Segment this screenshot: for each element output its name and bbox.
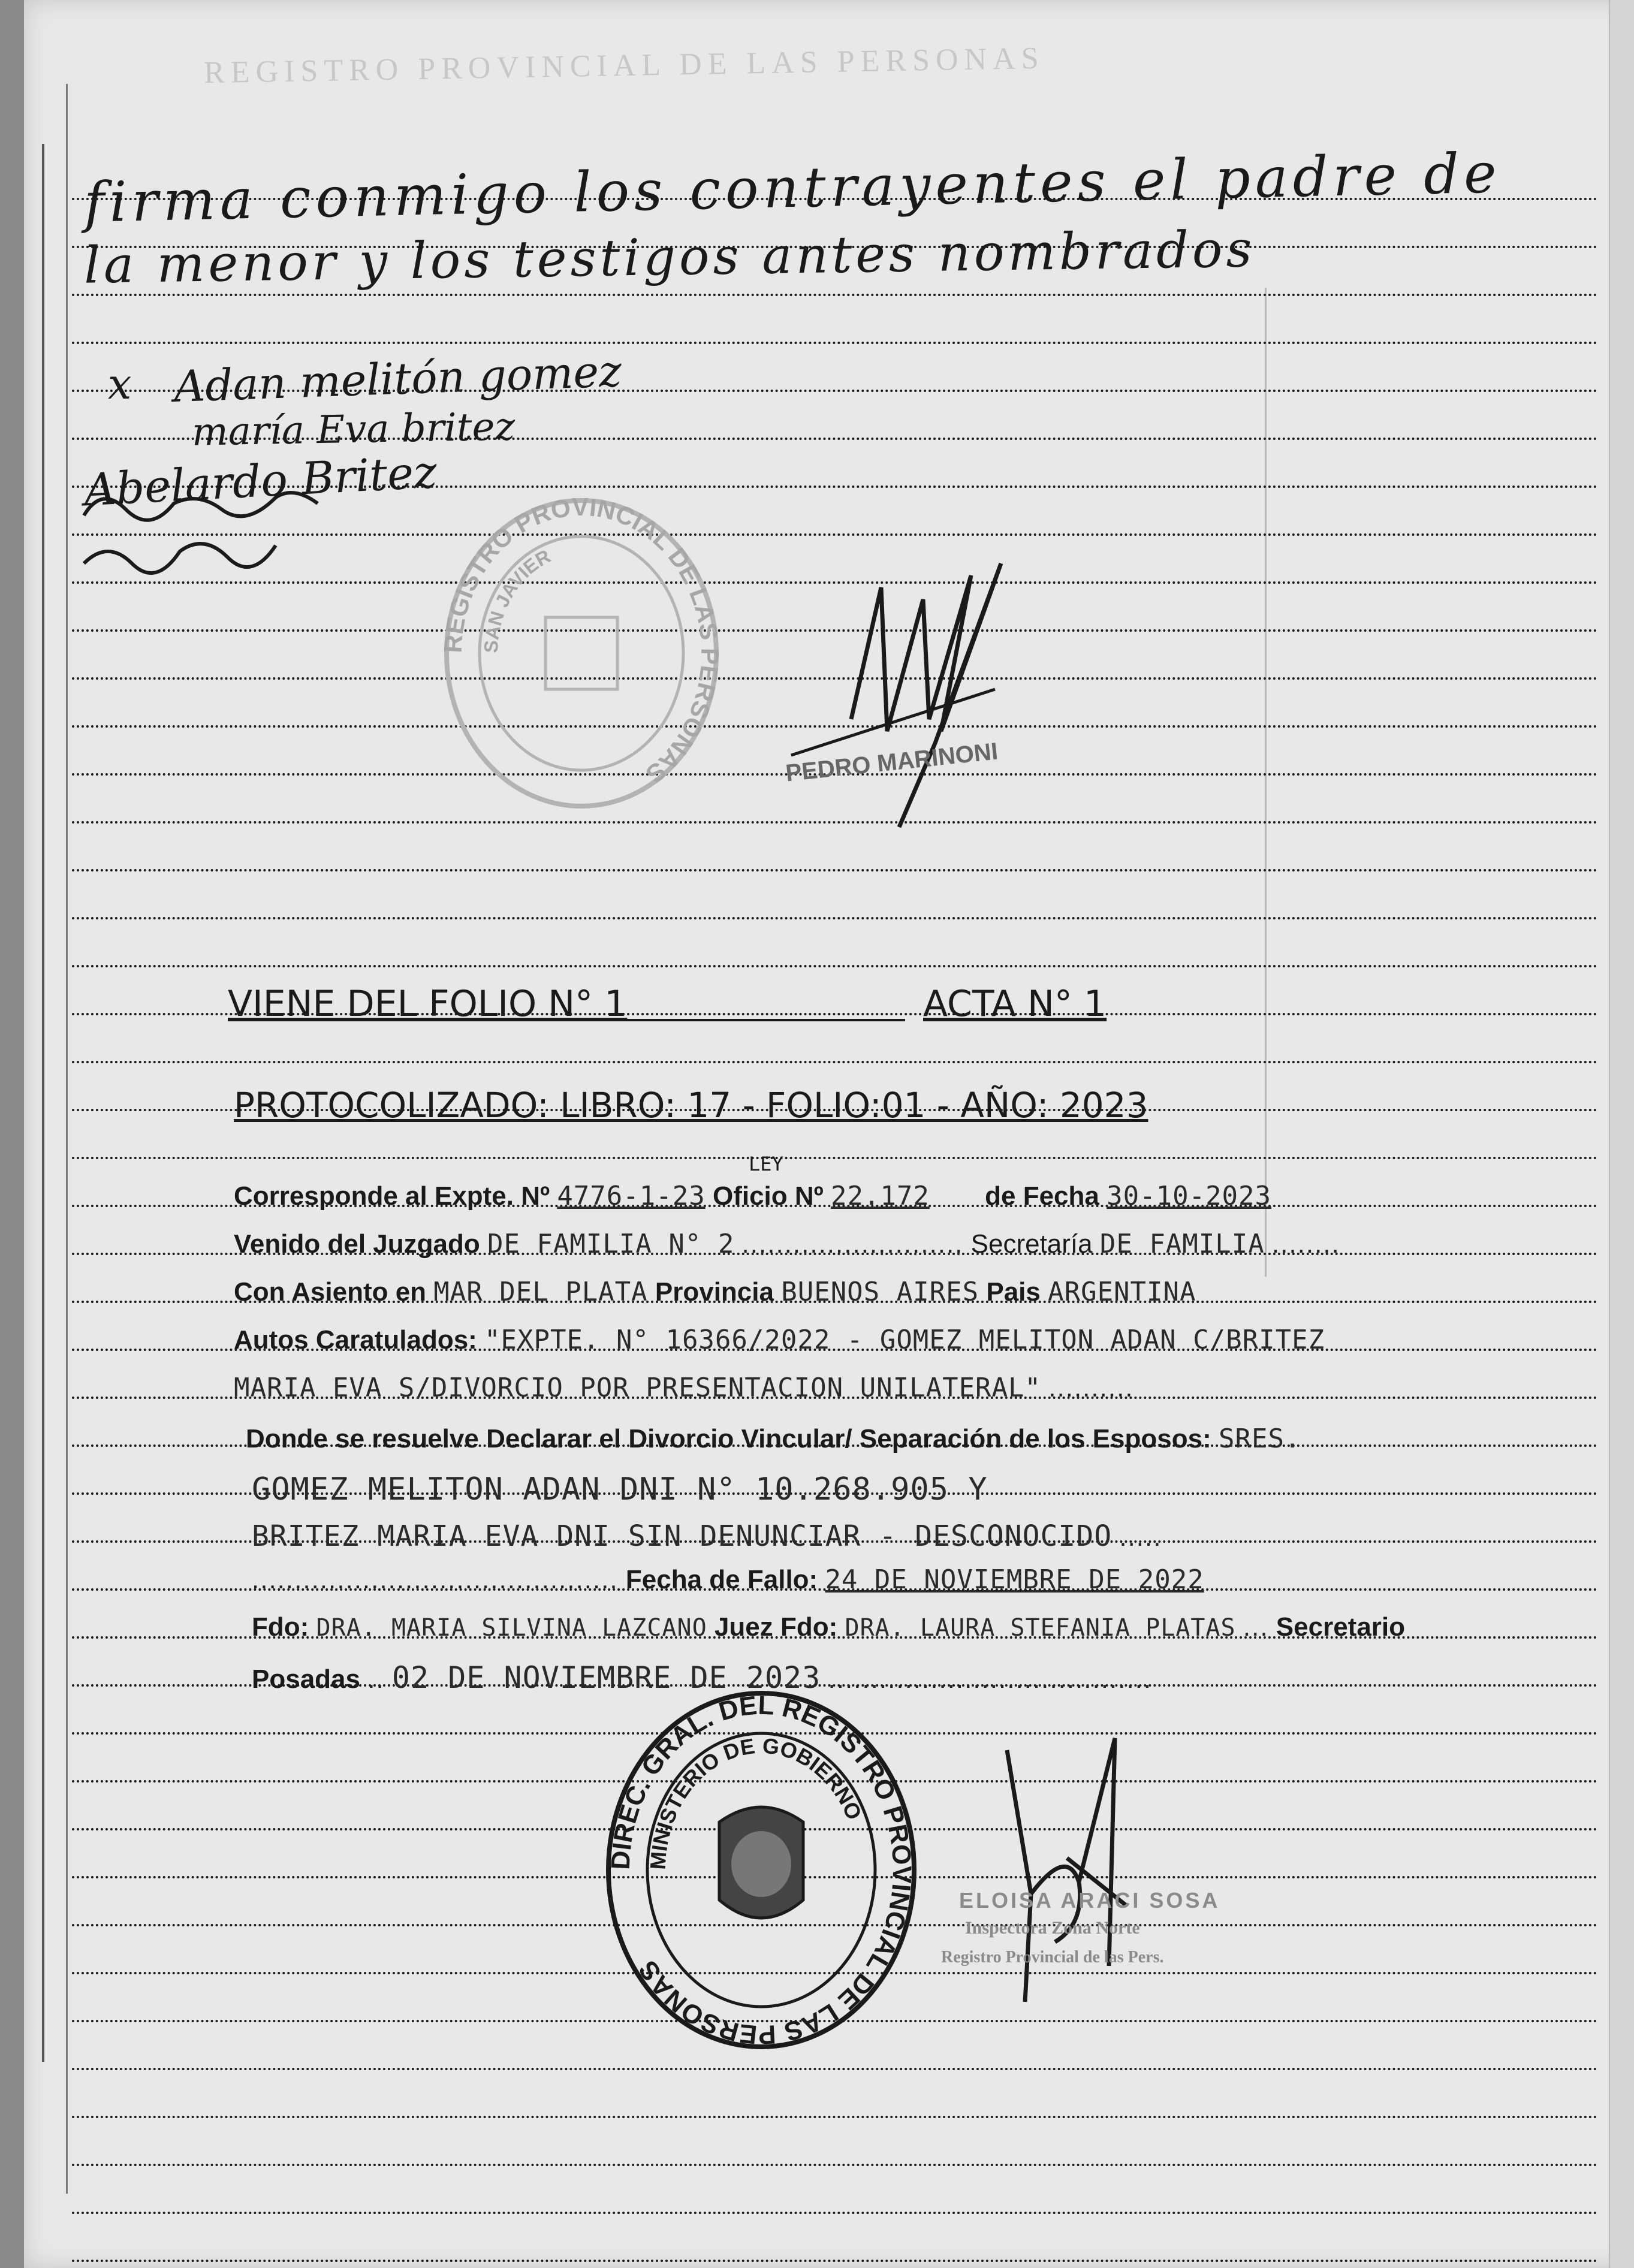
form-row-expte xyxy=(234,1153,1272,1211)
viene-del-folio xyxy=(228,983,627,1025)
label-expte: Corresponde al Expte. Nº xyxy=(234,1181,550,1211)
stamp-bottom-ring-text: DIREC. GRAL. DEL REGISTRO PROVINCIAL DE LAS PERSONAS xyxy=(605,1690,917,2050)
signature-marinoni xyxy=(743,551,1043,839)
form-row-posadas: Posadas .. 02 DE NOVIEMBRE DE 2023 ...................................... xyxy=(252,1660,1153,1695)
label-sec: Secretario xyxy=(1276,1612,1406,1642)
stamp-top-inner-text: SAN JAVIER xyxy=(480,545,554,654)
stamp-bottom-inner-text: MINISTERIO DE GOBIERNO xyxy=(645,1733,867,1871)
form-row-fallo: ........................................... Fecha de Fallo: 24 DE NOVIEMBRE DE 2022 xyxy=(252,1564,1204,1595)
ruled-line xyxy=(72,1157,1598,1159)
value-posadas: 02 DE NOVIEMBRE DE 2023 xyxy=(391,1660,821,1695)
page-fold-line xyxy=(66,84,68,2194)
label-secretaria: Secretaría xyxy=(970,1229,1093,1259)
signature-1: Adan melitón gomez xyxy=(173,345,623,412)
registry-stamp-top xyxy=(438,492,725,809)
stamp-caption-name: ELOISA ARACI SOSA xyxy=(959,1888,1220,1913)
ruled-line xyxy=(72,917,1598,919)
label-fdo-sec: Fdo: xyxy=(780,1612,838,1642)
value-asiento: MAR DEL PLATA xyxy=(433,1277,648,1307)
stamp-caption-marinoni: PEDRO MARINONI xyxy=(784,738,999,787)
label-posadas: Posadas xyxy=(252,1664,360,1694)
form-row-autos-2: MARIA EVA S/DIVORCIO POR PRESENTACION UNILATERAL" .......... xyxy=(234,1373,1134,1403)
stamp-caption-office: Registro Provincial de las Pers. xyxy=(941,1948,1164,1967)
form-row-esposo xyxy=(252,1471,988,1507)
registry-stamp-bottom xyxy=(599,1684,923,2056)
value-oficio: 22.172 xyxy=(830,1181,930,1211)
column-rule xyxy=(1265,288,1267,1277)
form-row-juzgado: Venido del Juzgado DE FAMILIA N° 2 .......................... Secretaría DE FAMILIA ........ xyxy=(234,1229,1340,1259)
superscript-ley: LEY xyxy=(748,1153,783,1175)
value-autos-2: MARIA EVA S/DIVORCIO POR PRESENTACION UNILATERAL" xyxy=(234,1373,1042,1403)
form-row-donde xyxy=(246,1423,1301,1454)
value-esposa: BRITEZ MARIA EVA DNI SIN DENUNCIAR - DESCONOCIDO xyxy=(252,1519,1113,1553)
ruled-line xyxy=(72,2260,1598,2262)
form-row-asiento xyxy=(234,1277,1196,1307)
value-expte: 4776-1-23 xyxy=(557,1181,706,1211)
signature-mark: x xyxy=(108,360,132,409)
value-juez: DRA. MARIA SILVINA LAZCANO xyxy=(316,1614,707,1642)
ruled-line xyxy=(72,1061,1598,1063)
document-page xyxy=(24,0,1634,2268)
signature-scribbles xyxy=(78,479,378,599)
label-fallo: Fecha de Fallo: xyxy=(625,1565,818,1594)
ruled-line xyxy=(72,2212,1598,2214)
label-juzgado: Venido del Juzgado xyxy=(234,1229,480,1259)
ruled-line xyxy=(72,2116,1598,2118)
signature-3: Abelardo Britez xyxy=(83,446,439,517)
ruled-line xyxy=(72,965,1598,967)
value-autos-1: "EXPTE. N° 16366/2022 - GOMEZ MELITON ADAN C/BRITEZ xyxy=(484,1325,1325,1355)
value-donde: SRES. xyxy=(1218,1423,1301,1454)
label-juez: Juez xyxy=(714,1612,773,1642)
acta-numero: ACTA N° 1 xyxy=(923,983,1107,1025)
ruled-line xyxy=(72,2164,1598,2166)
signature-2: maría Eva britez xyxy=(191,405,515,455)
viene-del-folio-line xyxy=(623,1019,905,1021)
ruled-line xyxy=(72,869,1598,871)
page-edge xyxy=(1609,0,1634,2268)
form-row-autos xyxy=(234,1325,1325,1355)
label-oficio: Oficio Nº xyxy=(712,1181,824,1211)
label-provincia: Provincia xyxy=(655,1277,774,1307)
value-provincia: BUENOS AIRES xyxy=(781,1277,979,1307)
handwritten-line-1: firma conmigo los contrayentes el padre de xyxy=(83,141,1502,235)
faint-heading: REGISTRO PROVINCIAL DE LAS PERSONAS xyxy=(203,41,1045,91)
ruled-line xyxy=(72,342,1598,344)
label-asiento: Con Asiento en xyxy=(234,1277,427,1307)
ruled-line xyxy=(72,2068,1598,2070)
value-juzgado: DE FAMILIA N° 2 xyxy=(487,1229,735,1259)
form-row-esposa: BRITEZ MARIA EVA DNI SIN DENUNCIAR - DESCONOCIDO ..... xyxy=(252,1519,1162,1553)
stamp-caption-title: Inspectora Zona Norte xyxy=(965,1918,1140,1938)
signature-sosa xyxy=(959,1714,1151,2038)
value-pais: ARGENTINA xyxy=(1048,1277,1196,1307)
value-fallo: 24 DE NOVIEMBRE DE 2022 xyxy=(825,1564,1204,1595)
viene-del-folio-text: VIENE DEL FOLIO N° 1 xyxy=(228,983,628,1025)
margin-line xyxy=(42,144,44,2062)
label-fdo-juez: Fdo: xyxy=(252,1612,309,1642)
value-esposo: GOMEZ MELITON ADAN DNI N° 10.268.905 Y xyxy=(252,1471,988,1507)
value-sec: DRA. LAURA STEFANIA PLATAS xyxy=(845,1614,1236,1642)
ruled-line xyxy=(72,294,1598,296)
label-donde: Donde se resuelve Declarar el Divorcio Vincular/ Separación de los Esposos: xyxy=(246,1424,1211,1453)
stamp-top-ring-text: REGISTRO PROVINCIAL DE LAS PERSONAS xyxy=(438,492,725,789)
label-fecha: de Fecha xyxy=(985,1181,1099,1211)
label-autos: Autos Caratulados: xyxy=(234,1325,477,1355)
form-row-fdo: Fdo: DRA. MARIA SILVINA LAZCANO Juez Fdo: DRA. LAURA STEFANIA PLATAS ... Secretario xyxy=(252,1612,1406,1642)
value-secretaria: DE FAMILIA xyxy=(1099,1229,1265,1259)
value-fecha: 30-10-2023 xyxy=(1107,1181,1272,1211)
handwritten-line-2: la menor y los testigos antes nombrados xyxy=(83,219,1256,295)
protocolizado: PROTOCOLIZADO: LIBRO: 17 - FOLIO:01 - AÑO: 2023 xyxy=(234,1085,1148,1126)
label-pais: Pais xyxy=(986,1277,1041,1307)
